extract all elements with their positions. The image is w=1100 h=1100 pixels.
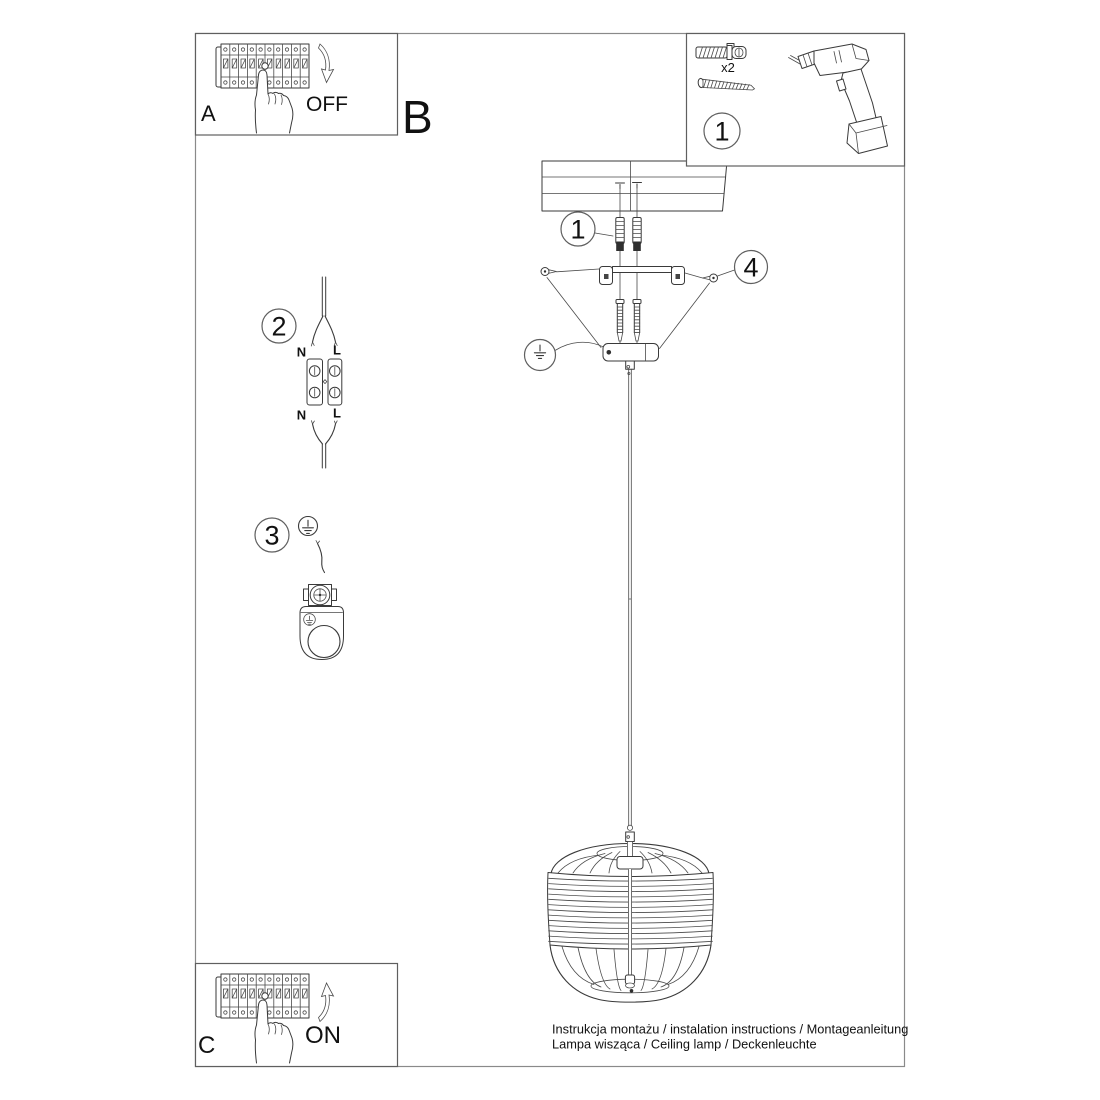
- step-3-ground: [255, 517, 344, 660]
- section-b-label: B: [402, 91, 433, 143]
- ground-wire: [318, 544, 325, 573]
- step-3-badge: [255, 518, 289, 552]
- step-2-wiring: [262, 277, 342, 468]
- wall-anchor-icon: [616, 218, 624, 252]
- assembly-leader-lines: [547, 278, 710, 349]
- bracket-screw-left-icon: [541, 268, 599, 276]
- socket-housing: [617, 857, 643, 870]
- earth-ground-icon: [525, 340, 604, 371]
- lampshade: [548, 832, 714, 1002]
- ceiling-canopy: [603, 344, 659, 370]
- mounting-screw-icon: [633, 300, 641, 342]
- panel-c: [196, 964, 398, 1067]
- bracket-screw-right-icon: [685, 270, 735, 282]
- on-label: ON: [305, 1022, 341, 1049]
- panel-a: [196, 34, 398, 136]
- caption-line-2: Lampa wisząca / Ceiling lamp / Deckenleuchte: [552, 1036, 817, 1052]
- ceiling-surface: [542, 161, 727, 211]
- step-2-number: 2: [271, 311, 287, 342]
- step-1-number: 1: [570, 214, 586, 245]
- lamp-cable-icon: [311, 421, 337, 468]
- step-2-badge: [262, 309, 296, 343]
- mains-cable-icon: [311, 277, 337, 346]
- earth-ground-icon: [299, 517, 318, 536]
- l-label-bottom: L: [333, 405, 341, 421]
- lamp-stem: [628, 869, 632, 975]
- wall-anchor-icon: [633, 218, 641, 252]
- mounting-bracket: [600, 267, 685, 285]
- panel-c-label: C: [198, 1032, 216, 1059]
- step-4-badge: [735, 251, 768, 284]
- assembly-diagram: [525, 161, 768, 1002]
- screw-quantity-label: x2: [721, 60, 735, 75]
- parts-step-badge: [704, 113, 740, 149]
- caption-line-1: Instrukcja montażu / instalation instructions / Montageanleitung: [552, 1021, 909, 1037]
- cable-clamp-icon: [300, 585, 344, 660]
- parts-step-number: 1: [714, 116, 730, 147]
- step-4-number: 4: [743, 252, 759, 283]
- n-label-bottom: N: [296, 407, 307, 423]
- panel-a-label: A: [201, 101, 216, 126]
- parts-box: [687, 34, 905, 167]
- suspension-cable: [627, 369, 632, 830]
- step-3-number: 3: [264, 520, 280, 551]
- l-label-top: L: [333, 342, 341, 358]
- step-1-badge: [561, 212, 613, 246]
- terminal-block-icon: [307, 359, 342, 405]
- captions: [552, 1022, 908, 1052]
- off-label: OFF: [306, 93, 348, 116]
- mounting-screw-icon: [616, 300, 624, 342]
- n-label-top: N: [296, 344, 307, 360]
